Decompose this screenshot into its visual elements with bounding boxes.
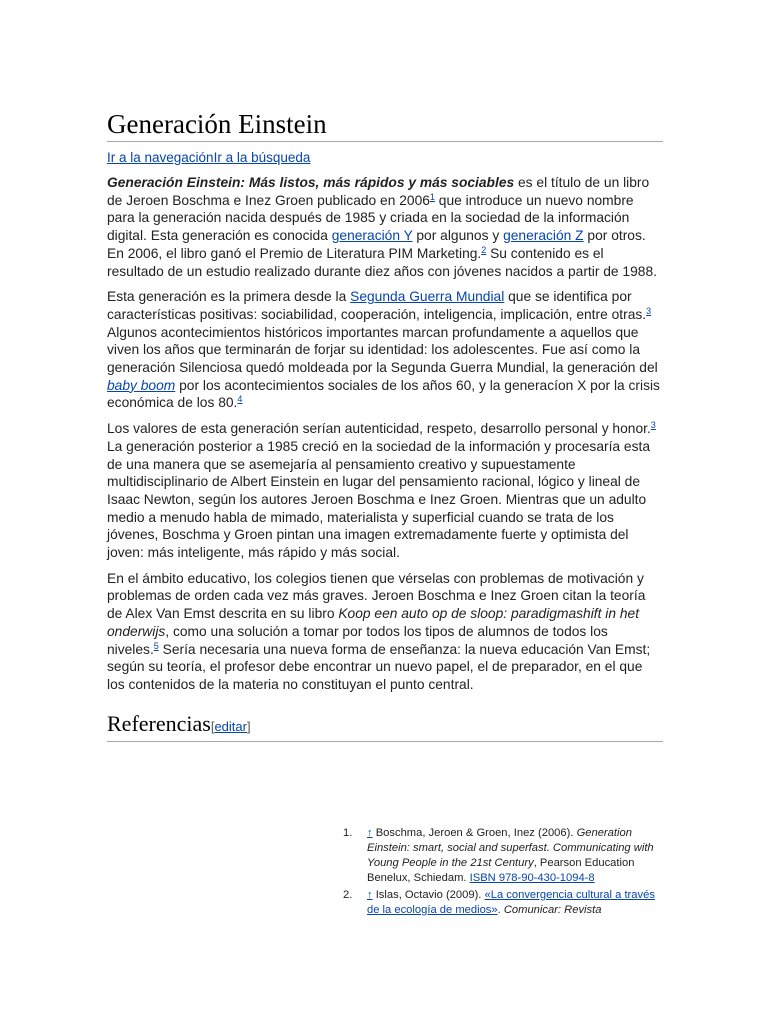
citation-2-link[interactable]: 2 xyxy=(481,244,487,255)
generacion-z-link[interactable]: generación Z xyxy=(503,228,584,244)
text-run: Los valores de esta generación serían autenticidad, respeto, desarrollo personal y honor. xyxy=(107,421,651,437)
edit-bracket-close: ] xyxy=(246,718,251,734)
text-run: , Pearson Education Benelux, Schiedam. xyxy=(367,857,635,884)
edit-section-link[interactable]: editar xyxy=(214,718,247,734)
text-run: que introduce un nuevo nombre para la generación nacida después de 1985 y criada en la sociedad de la información digital. Esta generación es conocida xyxy=(107,192,634,244)
generacion-y-link[interactable]: generación Y xyxy=(331,228,413,244)
baby-boom-link[interactable]: baby boom xyxy=(107,377,176,393)
paragraph-history xyxy=(107,288,663,412)
article-content xyxy=(107,108,663,742)
jump-to-navigation-link[interactable]: Ir a la navegación xyxy=(107,150,214,165)
segunda-guerra-mundial-link[interactable]: Segunda Guerra Mundial xyxy=(350,289,505,305)
reference-number: 1. xyxy=(343,827,353,839)
reference-item xyxy=(340,826,662,886)
text-run: Boschma, Jeroen & Groen, Inez (2006). xyxy=(372,827,577,839)
paragraph-intro xyxy=(107,174,663,280)
back-arrow-icon[interactable]: ↑ xyxy=(367,889,373,901)
book-title-italic: Koop een auto op de sloop: paradigmashift in het onderwijs xyxy=(107,606,640,639)
reference-journal: Comunicar: Revista xyxy=(503,904,602,916)
text-run: Sería necesaria una nueva forma de enseñanza: la nueva educación Van Emst; según su teoría, el profesor debe encontrar un nuevo papel, el de preparador, en el que los contenidos de la materia no constituyan el punto central. xyxy=(107,641,651,692)
section-heading-text: Referencias xyxy=(107,710,211,736)
citation-4-link[interactable]: 4 xyxy=(237,394,243,405)
citation-5-link[interactable]: 5 xyxy=(153,640,159,651)
back-arrow-icon[interactable]: ↑ xyxy=(367,827,373,839)
text-run: por otros. En 2006, el libro ganó el Premio de Literatura PIM Marketing. xyxy=(107,228,646,261)
text-run: , como una solución a tomar por todos los tipos de alumnos de todos los niveles. xyxy=(107,623,608,657)
text-run: es el título de un libro de Jeroen Boschma e Inez Groen publicado en 2006 xyxy=(107,175,650,208)
reference-title: Generation Einstein: smart, social and superfast. Communicating with Young People in the 21st Century xyxy=(367,827,654,869)
reference-number: 2. xyxy=(343,889,353,901)
paragraph-education xyxy=(107,570,663,694)
text-run: La generación posterior a 1985 creció en la sociedad de la información y procesaría esta de una manera que se asemejaría al pensamiento creativo y supuestamente multidisciplinario de Albert Einstein en lugar del pensamiento racional, lógico y lineal de Isaac Newton, según los autores Jeroen Boschma e Inez Groen. Mientras que un adulto medio a menudo habla de mimado, materialista y superficial cuando se trata de los jóvenes, Boschma y Groen pintan una imagen extremadamente fuerte y optimista del joven: más inteligente, más rápido y más social. xyxy=(107,438,651,561)
text-run: Esta generación es la primera desde la xyxy=(107,289,351,305)
citation-3-link[interactable]: 3 xyxy=(646,305,652,316)
paragraph-values xyxy=(107,420,663,562)
jump-links xyxy=(107,149,663,167)
text-run: Su contenido es el resultado de un estudio realizado durante diez años con jóvenes nacidos a partir de 1988. xyxy=(107,245,657,279)
reference-article-link[interactable]: «La convergencia cultural a través de la ecología de medios» xyxy=(367,889,655,916)
citation-1-link[interactable]: 1 xyxy=(429,191,435,202)
text-run: por algunos y xyxy=(412,228,504,244)
text-run: En el ámbito educativo, los colegios tienen que vérselas con problemas de motivación y problemas de orden cada vez más graves. Jeroen Boschma e Inez Groen citan la teoría de Alex Van Emst descrita en su libro xyxy=(107,570,646,622)
edit-bracket-open: [ xyxy=(210,718,215,734)
page-title: Generación Einstein xyxy=(107,108,663,142)
text-run: Islas, Octavio (2009). xyxy=(372,889,485,901)
citation-3-link[interactable]: 3 xyxy=(650,420,656,431)
edit-section xyxy=(211,719,251,734)
reference-item xyxy=(340,888,662,918)
section-heading-referencias xyxy=(107,711,663,742)
references-list xyxy=(340,826,662,920)
book-title-bold: Generación Einstein: Más listos, más rápidos y más sociables xyxy=(107,175,515,190)
jump-to-search-link[interactable]: Ir a la búsqueda xyxy=(213,150,311,165)
isbn-link[interactable]: ISBN 978-90-430-1094-8 xyxy=(469,872,595,884)
text-run: por los acontecimientos sociales de los años 60, y la generacíon X por la crisis económica de los 80. xyxy=(107,377,660,411)
text-run: Algunos acontecimientos históricos importantes marcan profundamente a aquellos que viven los años que terminarán de forjar su identidad: los adolescentes. Fue así como la generación Silenciosa quedó moldeada por la Segunda Guerra Mundial, la generación del xyxy=(107,324,658,376)
text-run: . xyxy=(497,904,504,916)
text-run: que se identifica por características positivas: sociabilidad, cooperación, inteligencia, implicación, entre otras. xyxy=(107,289,647,322)
